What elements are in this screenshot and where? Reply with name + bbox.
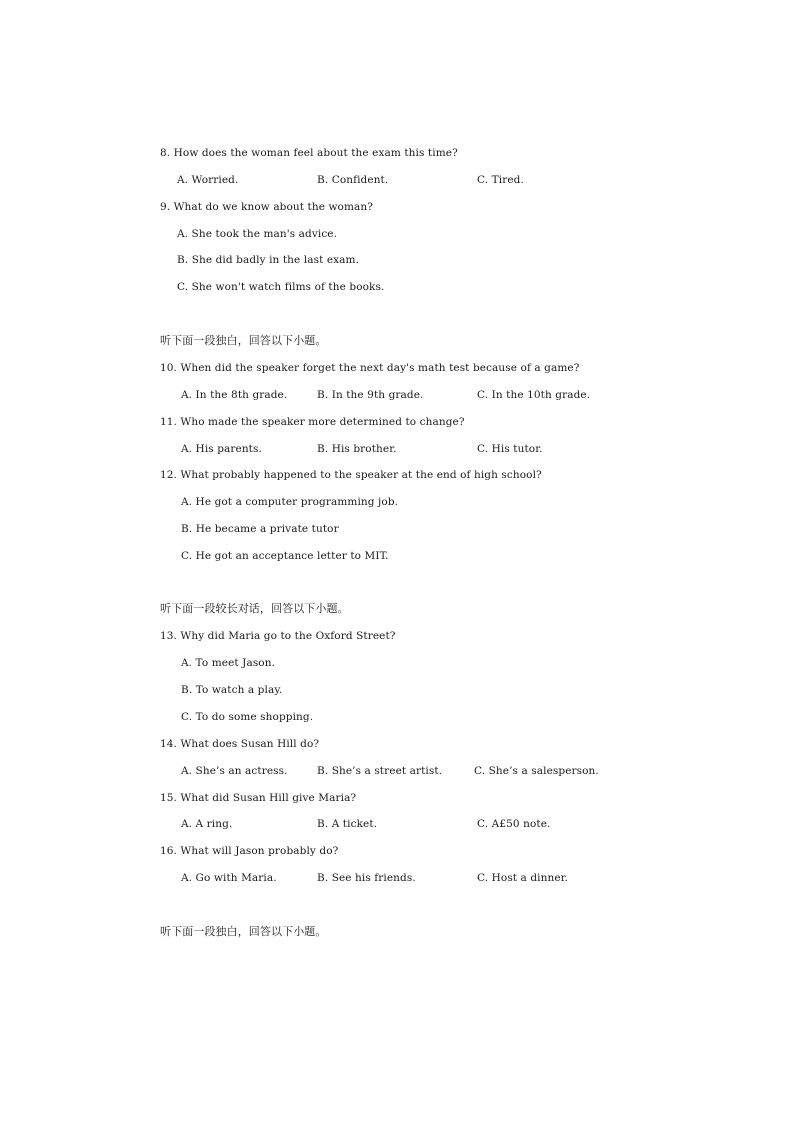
q15-option-c: C. A£50 note. <box>477 818 551 830</box>
q8-option-a: A. Worried. <box>177 174 239 186</box>
question-8: 8. How does the woman feel about the exam this time? <box>160 147 458 159</box>
question-10: 10. When did the speaker forget the next day's math test because of a game? <box>160 362 580 374</box>
q13-option-c: C. To do some shopping. <box>181 711 314 723</box>
q12-option-a: A. He got a computer programming job. <box>181 496 399 508</box>
question-12: 12. What probably happened to the speaker at the end of high school? <box>160 469 542 481</box>
section-heading-monologue-2: 听下面一段独白，回答以下小题。 <box>160 925 327 938</box>
q10-option-c: C. In the 10th grade. <box>477 389 591 401</box>
question-15: 15. What did Susan Hill give Maria? <box>160 792 357 804</box>
section-heading-monologue-1: 听下面一段独白，回答以下小题。 <box>160 334 327 347</box>
q16-option-a: A. Go with Maria. <box>181 872 277 884</box>
q13-option-b: B. To watch a play. <box>181 684 283 696</box>
question-13: 13. Why did Maria go to the Oxford Street? <box>160 630 396 642</box>
q9-option-c: C. She won't watch films of the books. <box>177 281 385 293</box>
q12-option-c: C. He got an acceptance letter to MIT. <box>181 550 389 562</box>
question-9: 9. What do we know about the woman? <box>160 201 373 213</box>
q11-option-b: B. His brother. <box>317 443 397 455</box>
question-16: 16. What will Jason probably do? <box>160 845 339 857</box>
q8-option-c: C. Tired. <box>477 174 524 186</box>
q9-option-b: B. She did badly in the last exam. <box>177 254 360 266</box>
q15-option-b: B. A ticket. <box>317 818 378 830</box>
q15-option-a: A. A ring. <box>181 818 233 830</box>
q11-option-c: C. His tutor. <box>477 443 543 455</box>
question-14: 14. What does Susan Hill do? <box>160 738 320 750</box>
question-11: 11. Who made the speaker more determined to change? <box>160 416 465 428</box>
q9-option-a: A. She took the man's advice. <box>177 228 338 240</box>
q16-option-c: C. Host a dinner. <box>477 872 569 884</box>
q10-option-a: A. In the 8th grade. <box>181 389 288 401</box>
q12-option-b: B. He became a private tutor <box>181 523 339 535</box>
q10-option-b: B. In the 9th grade. <box>317 389 424 401</box>
q14-option-c: C. She’s a salesperson. <box>474 765 599 777</box>
q13-option-a: A. To meet Jason. <box>181 657 276 669</box>
q16-option-b: B. See his friends. <box>317 872 416 884</box>
q8-option-b: B. Confident. <box>317 174 389 186</box>
q14-option-b: B. She’s a street artist. <box>317 765 443 777</box>
q14-option-a: A. She’s an actress. <box>181 765 288 777</box>
q11-option-a: A. His parents. <box>181 443 262 455</box>
section-heading-dialogue: 听下面一段较长对话，回答以下小题。 <box>160 602 349 615</box>
